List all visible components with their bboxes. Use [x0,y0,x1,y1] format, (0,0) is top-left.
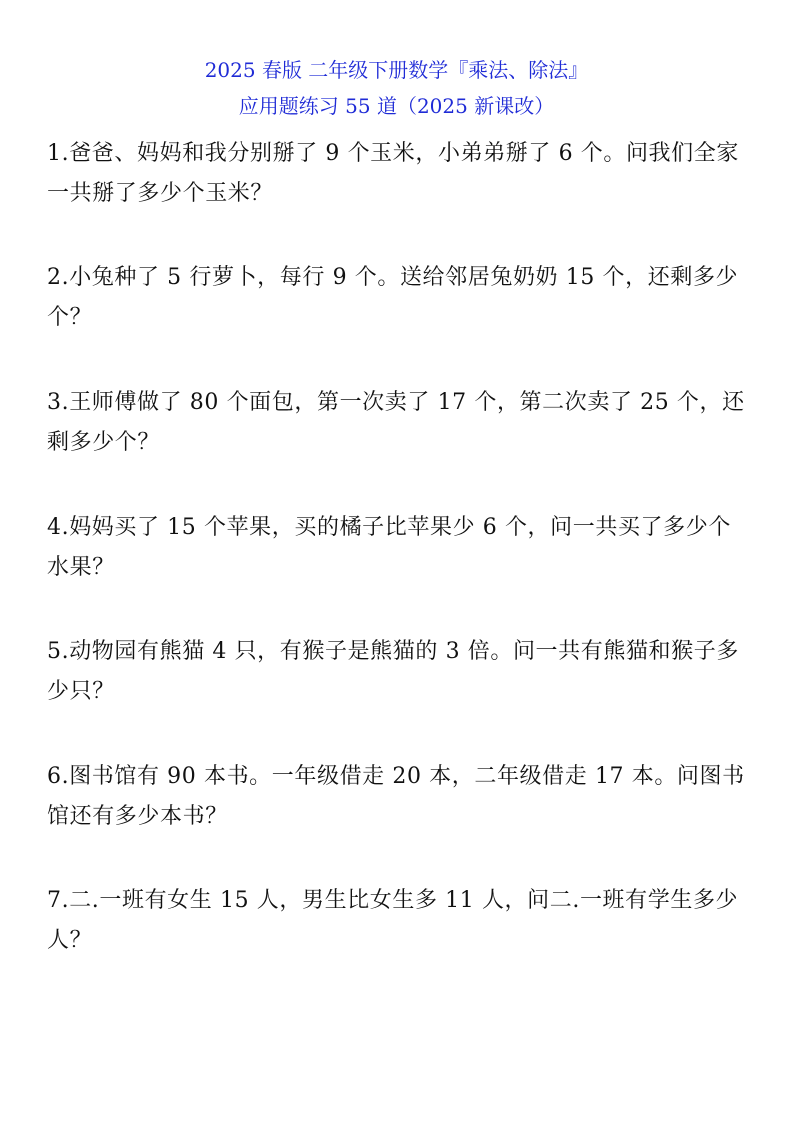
problem-1: 1.爸爸、妈妈和我分别掰了 9 个玉米，小弟弟掰了 6 个。问我们全家一共掰了多少个玉米？ [47,141,739,206]
page-subtitle: 应用题练习 55 道（2025 新课改） [238,94,555,118]
page-title: 2025 春版 二年级下册数学『乘法、除法』 [204,58,589,82]
problem-5: 5.动物园有熊猫 4 只，有猴子是熊猫的 3 倍。问一共有熊猫和猴子多少只？ [47,639,739,704]
problem-2: 2.小兔种了 5 行萝卜，每行 9 个。送给邻居兔奶奶 15 个，还剩多少个？ [47,265,739,330]
problem-4: 4.妈妈买了 15 个苹果，买的橘子比苹果少 6 个，问一共买了多少个水果？ [47,515,731,580]
problem-7: 7.二.一班有女生 15 人，男生比女生多 11 人，问二.一班有学生多少人？ [47,888,739,953]
document-header [0,52,793,124]
problem-6: 6.图书馆有 90 本书。一年级借走 20 本，二年级借走 17 本。问图书馆还有多少本书？ [47,764,745,829]
problem-3: 3.王师傅做了 80 个面包，第一次卖了 17 个，第二次卖了 25 个，还剩多少个？ [47,390,745,455]
